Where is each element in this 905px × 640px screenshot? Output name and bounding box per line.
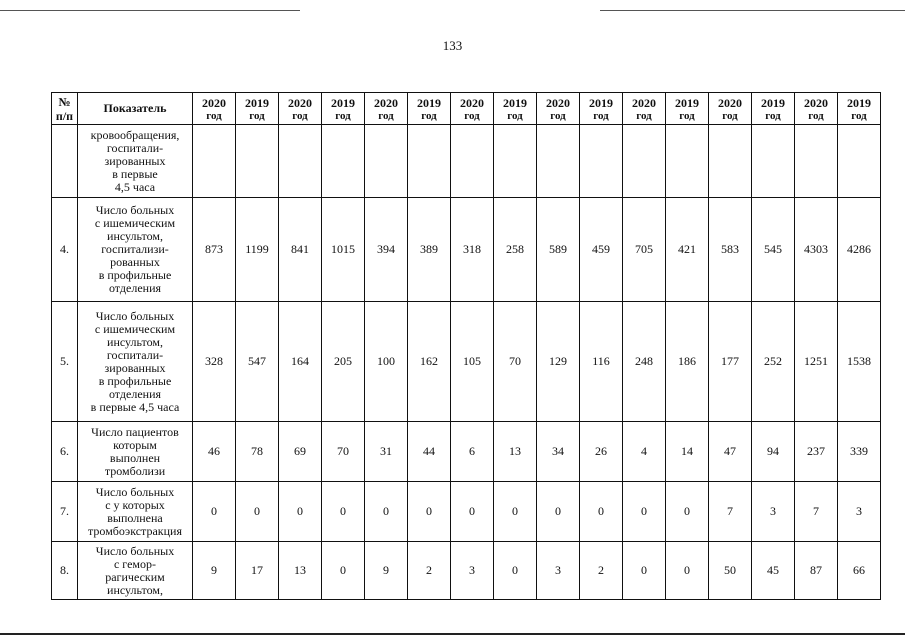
row-value [537,125,580,198]
row-value: 0 [537,482,580,542]
row-value: 252 [752,302,795,422]
row-value: 17 [236,542,279,600]
header-year: 2019 [503,95,527,110]
row-value: 50 [709,542,752,600]
page-number: 133 [442,38,463,53]
row-value: 237 [795,422,838,482]
row-indicator [78,302,193,422]
data-table [51,92,881,600]
row-indicator-text: Число больных с у которых выполнена тромбоэкстракция [88,484,182,538]
header-indicator-label: Показатель [103,101,167,115]
row-value: 0 [451,482,494,542]
header-year: 2019 [847,95,871,110]
row-value: 13 [494,422,537,482]
header-year: 2019 [761,95,785,110]
header-indicator [78,93,193,125]
row-value [795,125,838,198]
table-row [52,125,881,198]
top-rule-left [0,10,300,11]
row-value: 0 [236,482,279,542]
table-row [52,198,881,302]
header-year: 2020 [288,95,312,110]
row-value: 45 [752,542,795,600]
row-indicator [78,198,193,302]
row-value: 0 [365,482,408,542]
row-value: 78 [236,422,279,482]
row-value: 2 [580,542,623,600]
row-value: 0 [193,482,236,542]
row-value: 4 [623,422,666,482]
row-value: 3 [838,482,881,542]
row-value [709,125,752,198]
header-year: 2020 [632,95,656,110]
header-year-unit: год [507,109,523,122]
row-value: 0 [279,482,322,542]
row-value: 547 [236,302,279,422]
row-value: 421 [666,198,709,302]
row-value: 87 [795,542,838,600]
header-year-col [408,93,451,125]
row-value: 100 [365,302,408,422]
row-value: 1015 [322,198,365,302]
header-year: 2020 [546,95,570,110]
row-value: 186 [666,302,709,422]
row-indicator-text: кровообращения, госпитали- зированных в первые 4,5 часа [90,127,180,194]
row-value: 9 [365,542,408,600]
row-value: 7 [795,482,838,542]
header-year: 2020 [718,95,742,110]
header-year-col [236,93,279,125]
row-value: 116 [580,302,623,422]
row-value [279,125,322,198]
header-year-unit: год [679,109,695,122]
header-year: 2019 [589,95,613,110]
header-year-unit: год [378,109,394,122]
header-year-col [451,93,494,125]
row-value: 0 [623,542,666,600]
row-value: 0 [580,482,623,542]
header-num [52,93,78,125]
row-value [838,125,881,198]
header-year-unit: год [206,109,222,122]
row-value [580,125,623,198]
header-year-col [666,93,709,125]
row-number: 7. [52,482,78,542]
header-year: 2020 [804,95,828,110]
row-value: 70 [494,302,537,422]
table-row [52,482,881,542]
row-value: 589 [537,198,580,302]
row-value: 47 [709,422,752,482]
row-value: 583 [709,198,752,302]
row-value [408,125,451,198]
row-indicator [78,125,193,198]
row-value: 394 [365,198,408,302]
row-value: 2 [408,542,451,600]
row-value: 13 [279,542,322,600]
row-value: 205 [322,302,365,422]
header-year-unit: год [808,109,824,122]
row-value: 1199 [236,198,279,302]
header-num-label: № п/п [55,94,74,123]
table-row [52,302,881,422]
row-value: 0 [494,482,537,542]
row-value [322,125,365,198]
row-value: 873 [193,198,236,302]
row-value: 0 [322,482,365,542]
row-number: 4. [52,198,78,302]
row-value: 0 [494,542,537,600]
header-year: 2020 [460,95,484,110]
header-year-col [365,93,408,125]
header-year: 2019 [245,95,269,110]
row-value: 70 [322,422,365,482]
bottom-rule [0,633,905,635]
row-value: 0 [666,542,709,600]
header-year-unit: год [421,109,437,122]
top-rule-right [600,10,905,11]
row-value: 66 [838,542,881,600]
row-value: 0 [408,482,451,542]
row-value: 339 [838,422,881,482]
table-row [52,542,881,600]
row-value: 3 [451,542,494,600]
row-value: 0 [322,542,365,600]
row-value: 258 [494,198,537,302]
header-year-unit: год [249,109,265,122]
row-number: 6. [52,422,78,482]
header-year-col [322,93,365,125]
row-value [451,125,494,198]
row-value: 44 [408,422,451,482]
header-year-unit: год [550,109,566,122]
row-value [365,125,408,198]
row-value: 389 [408,198,451,302]
header-year-unit: год [593,109,609,122]
row-indicator-text: Число больных с гемор- рагическим инсультом, [95,543,175,597]
row-value: 0 [666,482,709,542]
row-value: 705 [623,198,666,302]
header-year-col [795,93,838,125]
row-value: 318 [451,198,494,302]
row-indicator [78,542,193,600]
row-value: 46 [193,422,236,482]
header-year-col [279,93,322,125]
row-value: 129 [537,302,580,422]
row-value: 177 [709,302,752,422]
header-row [52,93,881,125]
row-value: 34 [537,422,580,482]
header-year: 2019 [331,95,355,110]
row-value: 94 [752,422,795,482]
row-number: 8. [52,542,78,600]
row-value: 1538 [838,302,881,422]
header-year-unit: год [722,109,738,122]
row-value [666,125,709,198]
row-value: 162 [408,302,451,422]
row-value: 248 [623,302,666,422]
row-value: 1251 [795,302,838,422]
row-indicator-text: Число больных с ишемическим инсультом, госпитализи- рованных в профильные отделения [94,203,176,295]
row-indicator [78,482,193,542]
header-year-col [494,93,537,125]
row-value: 105 [451,302,494,422]
row-value: 4303 [795,198,838,302]
row-value [494,125,537,198]
row-number: 5. [52,302,78,422]
table-row [52,422,881,482]
header-year-col [537,93,580,125]
header-year: 2019 [417,95,441,110]
row-value: 31 [365,422,408,482]
row-value [236,125,279,198]
row-indicator-text: Число пациентов которым выполнен тромболизи [91,424,179,478]
row-value [623,125,666,198]
header-year: 2020 [202,95,226,110]
row-value: 9 [193,542,236,600]
row-value: 3 [752,482,795,542]
row-value: 3 [537,542,580,600]
header-year: 2019 [675,95,699,110]
row-value: 0 [623,482,666,542]
header-year-unit: год [292,109,308,122]
header-year-unit: год [851,109,867,122]
header-year-col [752,93,795,125]
header-year-col [709,93,752,125]
row-value: 545 [752,198,795,302]
row-value [193,125,236,198]
row-value: 69 [279,422,322,482]
row-value [752,125,795,198]
header-year-col [623,93,666,125]
row-indicator-text: Число больных с ишемическим инсультом, госпитали- зированных в профильные отделения в первые 4,5 часа [90,308,180,414]
row-value: 14 [666,422,709,482]
row-value: 7 [709,482,752,542]
header-year-unit: год [335,109,351,122]
row-value: 26 [580,422,623,482]
row-indicator [78,422,193,482]
row-value: 459 [580,198,623,302]
header-year-col [193,93,236,125]
header-year-col [580,93,623,125]
header-year-col [838,93,881,125]
row-value: 328 [193,302,236,422]
row-number [52,125,78,198]
header-year-unit: год [464,109,480,122]
row-value: 6 [451,422,494,482]
header-year-unit: год [636,109,652,122]
row-value: 4286 [838,198,881,302]
row-value: 841 [279,198,322,302]
row-value: 164 [279,302,322,422]
header-year: 2020 [374,95,398,110]
header-year-unit: год [765,109,781,122]
